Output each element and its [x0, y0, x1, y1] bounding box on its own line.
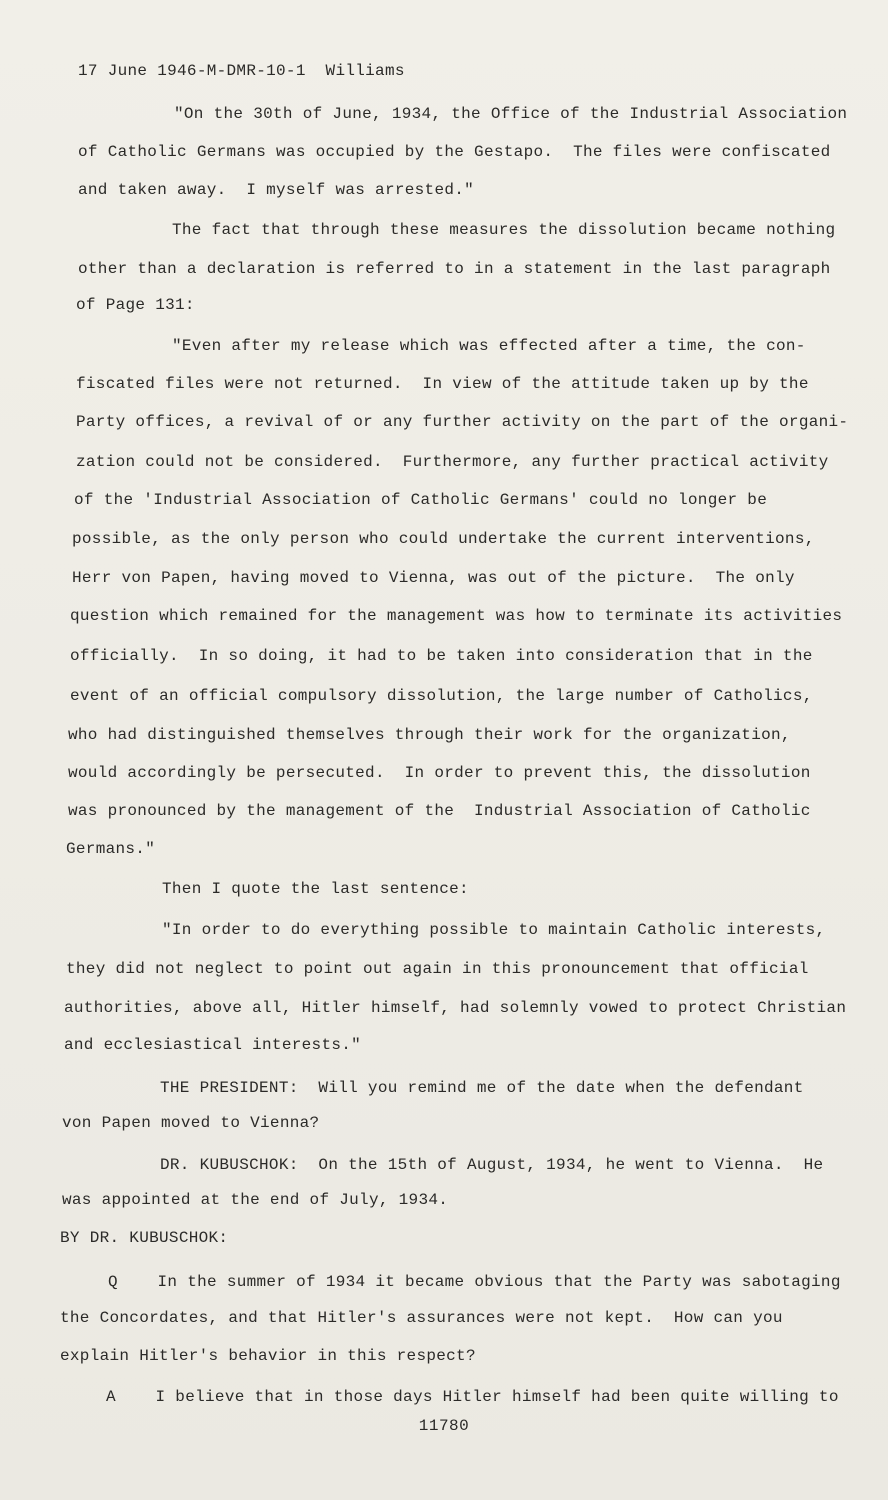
text-line: zation could not be considered. Furthermore, any further practical activity [76, 453, 829, 471]
text-line: of Catholic Germans was occupied by the Gestapo. The files were confiscated [78, 143, 831, 161]
text-line: and ecclesiastical interests." [64, 1036, 362, 1054]
text-line: Germans." [66, 840, 156, 858]
text-line: officially. In so doing, it had to be taken into consideration that in the [70, 647, 813, 665]
text-line: they did not neglect to point out again in this pronouncement that official [66, 960, 809, 978]
header-date-reference: 17 June 1946-M-DMR-10-1 Williams [78, 62, 405, 80]
text-line: DR. KUBUSCHOK: On the 15th of August, 1934, he went to Vienna. He [160, 1156, 824, 1174]
text-line: would accordingly be persecuted. In order to prevent this, the dissolution [68, 764, 811, 782]
text-line: event of an official compulsory dissolution, the large number of Catholics, [70, 687, 813, 705]
text-line: of the 'Industrial Association of Catholic Germans' could no longer be [74, 491, 768, 509]
text-line: question which remained for the management was how to terminate its activities [70, 607, 843, 625]
text-line: The fact that through these measures the dissolution became nothing [172, 221, 836, 239]
text-line: the Concordates, and that Hitler's assurances were not kept. How can you [60, 1309, 783, 1327]
text-line: Then I quote the last sentence: [162, 880, 469, 898]
text-line: authorities, above all, Hitler himself, had solemnly vowed to protect Christian [64, 999, 847, 1017]
text-line: other than a declaration is referred to in a statement in the last paragraph [78, 260, 831, 278]
text-line: was appointed at the end of July, 1934. [62, 1191, 449, 1209]
text-line: Herr von Papen, having moved to Vienna, was out of the picture. The only [72, 569, 795, 587]
text-line: THE PRESIDENT: Will you remind me of the date when the defendant [160, 1079, 804, 1097]
text-line: was pronounced by the management of the Industrial Association of Catholic [68, 802, 811, 820]
text-line: of Page 131: [76, 296, 195, 314]
text-line: BY DR. KUBUSCHOK: [60, 1229, 229, 1247]
text-line: and taken away. I myself was arrested." [78, 181, 475, 199]
text-line: "Even after my release which was effected after a time, the con- [172, 337, 806, 355]
text-line: fiscated files were not returned. In view of the attitude taken up by the [76, 375, 809, 393]
text-line: who had distinguished themselves through their work for the organization, [68, 726, 791, 744]
text-line: "In order to do everything possible to maintain Catholic interests, [162, 921, 826, 939]
text-line: Q In the summer of 1934 it became obvious that the Party was sabotaging [108, 1273, 841, 1291]
page-number: 11780 [418, 1417, 470, 1435]
text-line: von Papen moved to Vienna? [62, 1114, 320, 1132]
text-line: "On the 30th of June, 1934, the Office of the Industrial Association [174, 105, 848, 123]
text-line: explain Hitler's behavior in this respect? [60, 1347, 476, 1365]
text-line: possible, as the only person who could undertake the current interventions, [72, 530, 815, 548]
text-line: Party offices, a revival of or any further activity on the part of the organi- [76, 413, 849, 431]
text-line: A I believe that in those days Hitler himself had been quite willing to [106, 1388, 839, 1406]
